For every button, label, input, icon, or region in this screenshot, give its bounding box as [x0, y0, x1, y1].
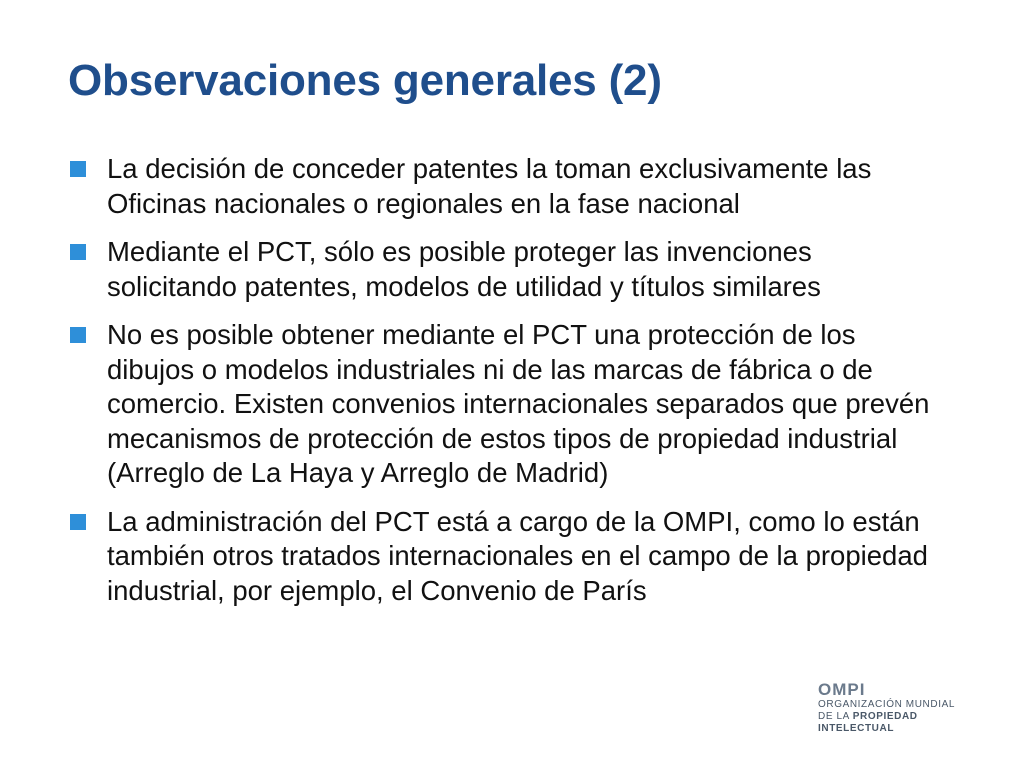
- bullet-text: Mediante el PCT, sólo es posible proteger las invenciones solicitando patentes, modelos de utilidad y títulos similares: [107, 236, 821, 302]
- bullet-item: [68, 235, 948, 304]
- bullet-item: [68, 505, 948, 609]
- logo-line-2-prefix: DE LA: [818, 711, 853, 722]
- ompi-logo: [818, 681, 968, 737]
- square-bullet-icon: [70, 514, 86, 530]
- bullet-text: La administración del PCT está a cargo de la OMPI, como lo están también otros tratados internacionales en el campo de la propiedad industrial, por ejemplo, el Convenio de París: [107, 505, 928, 606]
- logo-line-2: [818, 711, 968, 723]
- bullet-text: No es posible obtener mediante el PCT una protección de los dibujos o modelos industriales ni de las marcas de fábrica o de comercio. Existen convenios internacionales separados que prevén mecanismos de protección de estos tipos de propiedad industrial (Arreglo de La Haya y Arreglo de Madrid): [107, 319, 930, 488]
- bullet-item: [68, 152, 948, 221]
- square-bullet-icon: [70, 244, 86, 260]
- slide-title: Observaciones generales (2): [68, 56, 662, 105]
- logo-line-1: ORGANIZACIÓN MUNDIAL: [818, 699, 956, 710]
- logo-line-3: INTELECTUAL: [818, 723, 895, 734]
- square-bullet-icon: [70, 327, 86, 343]
- logo-line-2-strong: PROPIEDAD: [852, 711, 918, 722]
- bullet-text: La decisión de conceder patentes la toman exclusivamente las Oficinas nacionales o regionales en la fase nacional: [107, 153, 872, 219]
- square-bullet-icon: [70, 161, 86, 177]
- bullet-list: [68, 152, 948, 622]
- logo-acronym: OMPI: [818, 680, 866, 699]
- bullet-item: [68, 318, 948, 491]
